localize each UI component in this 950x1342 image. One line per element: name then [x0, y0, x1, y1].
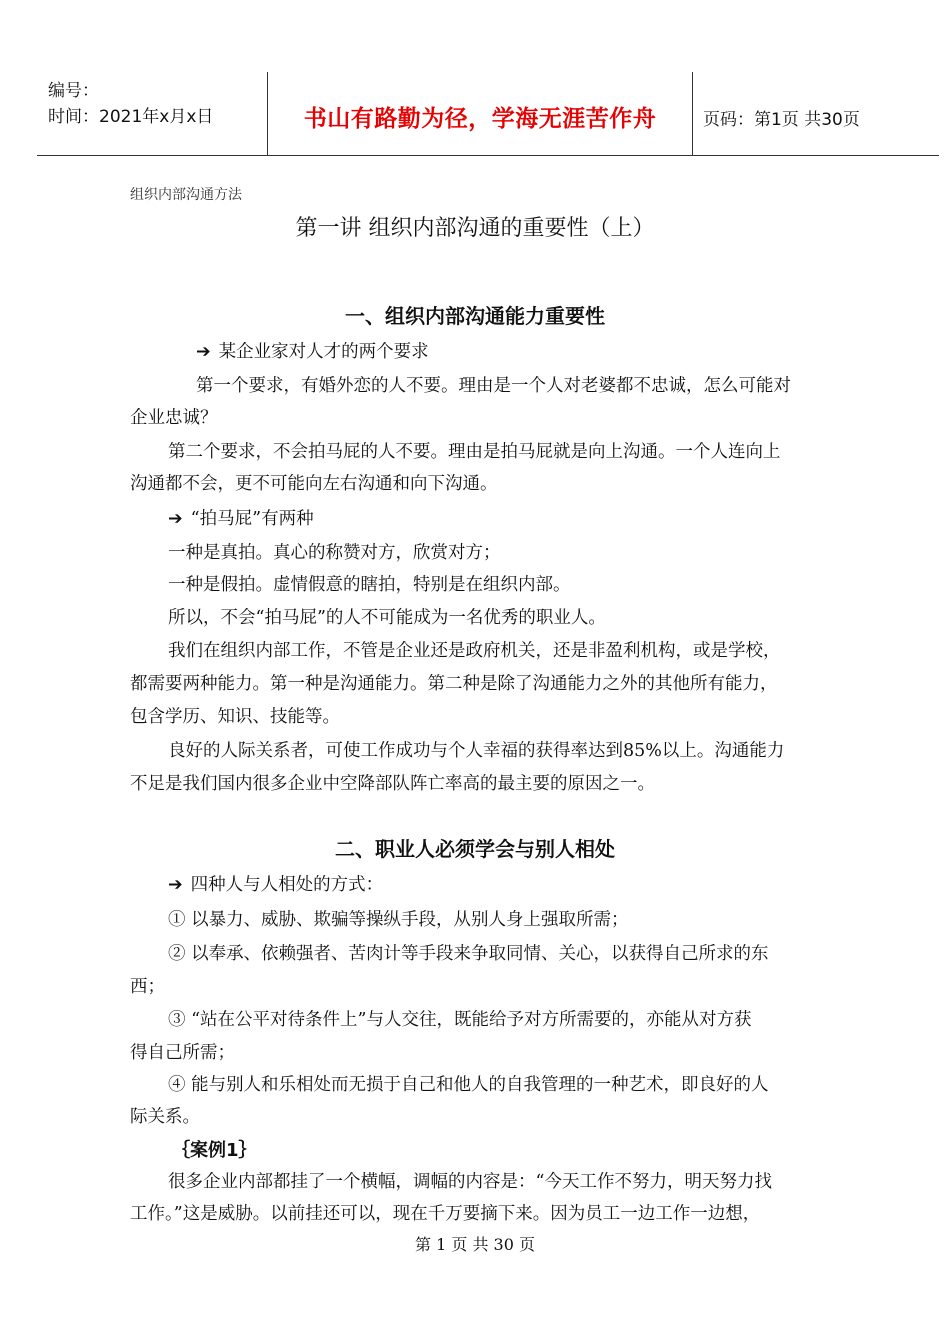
paragraph-line: 第一个要求，有婚外恋的人不要。理由是一个人对老婆都不忠诚，怎么可能对 — [196, 376, 791, 396]
paragraph-line: 包含学历、知识、技能等。 — [130, 707, 340, 727]
paragraph-line: 所以，不会“拍马屁”的人不可能成为一名优秀的职业人。 — [168, 608, 606, 628]
paragraph-line: 沟通都不会，更不可能向左右沟通和向下沟通。 — [130, 474, 498, 494]
arrow-icon: ➔ — [168, 875, 183, 895]
paragraph-line: 良好的人际关系者，可使工作成功与个人幸福的获得率达到85%以上。沟通能力 — [168, 741, 785, 761]
paragraph-line: 都需要两种能力。第一种是沟通能力。第二种是除了沟通能力之外的其他所有能力， — [130, 674, 778, 694]
list-item: ② 以奉承、依赖强者、苦肉计等手段来争取同情、关心，以获得自己所求的东 — [168, 944, 769, 964]
date-label: 时间：2021年x月x日 — [48, 107, 214, 127]
arrow-icon: ➔ — [196, 342, 211, 362]
paragraph-line: 一种是假拍。虚情假意的瞎拍，特别是在组织内部。 — [168, 575, 571, 595]
paragraph-line: 很多企业内部都挂了一个横幅，调幅的内容是：“今天工作不努力，明天努力找 — [168, 1172, 772, 1192]
paragraph-line: 企业忠诚？ — [130, 408, 218, 428]
list-item: ③ “站在公平对待条件上”与人交往，既能给予对方所需要的，亦能从对方获 — [168, 1010, 752, 1030]
page-footer: 第 1 页 共 30 页 — [415, 1235, 535, 1254]
bullet-item — [168, 871, 383, 896]
list-item-continuation: 际关系。 — [130, 1107, 200, 1127]
header-table — [37, 72, 939, 156]
list-item: ① 以暴力、威胁、欺骗等操纵手段，从别人身上强取所需； — [168, 910, 629, 930]
bullet-item — [168, 505, 314, 530]
paragraph-line: 第二个要求，不会拍马屁的人不要。理由是拍马屁就是向上沟通。一个人连向上 — [168, 442, 781, 462]
header-rule — [37, 155, 939, 156]
header-motto: 书山有路勤为径，学海无涯苦作舟 — [303, 106, 657, 132]
paragraph-line: 工作。”这是威胁。以前挂还可以，现在千万要摘下来。因为员工一边工作一边想， — [130, 1204, 761, 1224]
section-heading: 一、组织内部沟通能力重要性 — [345, 304, 605, 328]
arrow-icon: ➔ — [168, 509, 183, 529]
header-page-label: 页码：第1页 共30页 — [703, 110, 860, 130]
list-item: ④ 能与别人和乐相处而无损于自己和他人的自我管理的一种艺术，即良好的人 — [168, 1075, 769, 1095]
header-meta — [48, 78, 213, 130]
lecture-title: 第一讲 组织内部沟通的重要性（上） — [295, 216, 655, 241]
paragraph-line: 一种是真拍。真心的称赞对方，欣赏对方； — [168, 543, 501, 563]
paragraph-line: 我们在组织内部工作，不管是企业还是政府机关，还是非盈利机构，或是学校， — [168, 641, 781, 661]
bullet-item — [196, 338, 429, 363]
bullet-text: 四种人与人相处的方式： — [190, 875, 384, 895]
number-label: 编号： — [48, 81, 99, 101]
section-heading: 二、职业人必须学会与别人相处 — [335, 837, 615, 861]
doc-title: 组织内部沟通方法 — [130, 187, 242, 203]
list-item-continuation: 西； — [130, 977, 165, 997]
case-label: ｛案例1｝ — [172, 1140, 257, 1161]
bullet-text: 某企业家对人才的两个要求 — [218, 342, 429, 362]
list-item-continuation: 得自己所需； — [130, 1043, 235, 1063]
bullet-text: “拍马屁”有两种 — [190, 509, 314, 529]
paragraph-line: 不足是我们国内很多企业中空降部队阵亡率高的最主要的原因之一。 — [130, 774, 655, 794]
